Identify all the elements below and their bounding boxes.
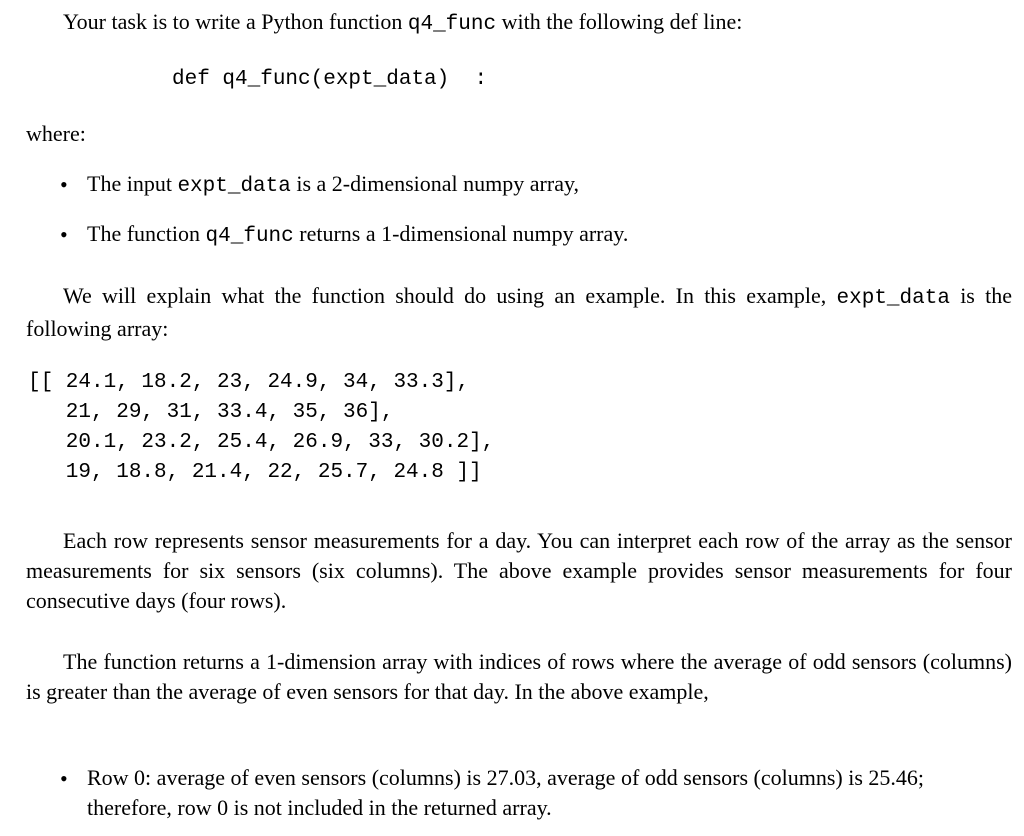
array-line: 21, 29, 31, 33.4, 35, 36], xyxy=(28,401,394,424)
bullet-return-code: q4_func xyxy=(205,225,294,248)
bullet-return xyxy=(87,223,628,247)
explain-part1: We will explain what the function should do using an example. In this example, xyxy=(63,283,837,308)
array-line: 19, 18.8, 21.4, 22, 25.7, 24.8 ]] xyxy=(28,461,482,484)
bullet-dot: • xyxy=(60,222,68,247)
intro-suffix: with the following def line: xyxy=(496,9,743,34)
intro-prefix: Your task is to write a Python function xyxy=(63,9,408,34)
bullet-input-suffix: is a 2-dimensional numpy array, xyxy=(290,171,580,196)
explain-paragraph xyxy=(26,281,1012,344)
def-line: def q4_func(expt_data) : xyxy=(172,68,488,91)
returns-paragraph: The function returns a 1-dimension array with indices of rows where the average of odd sensors (columns) is greater than the average of even sensors for that day. In the above example, xyxy=(26,649,1012,704)
explain-code: expt_data xyxy=(836,287,950,310)
bullet-return-prefix: The function xyxy=(87,221,206,246)
bullet-input-prefix: The input xyxy=(87,171,178,196)
rows-paragraph: Each row represents sensor measurements for a day. You can interpret each row of the array as the sensor measurements for six sensors (six columns). The above example provides sensor measurements for four consecutive days (four rows). xyxy=(26,528,1012,613)
where-label: where: xyxy=(26,121,86,146)
array-line: [[ 24.1, 18.2, 23, 24.9, 34, 33.3], xyxy=(28,371,470,394)
example-bullet-row0: Row 0: average of even sensors (columns) is 27.03, average of odd sensors (columns) is 25.46; therefore, row 0 is not included in the returned array. xyxy=(87,765,925,820)
bullet-dot: • xyxy=(60,766,68,791)
explain-part2: is the following array: xyxy=(26,283,1012,341)
intro-func-name: q4_func xyxy=(407,13,497,36)
bullet-input xyxy=(87,173,579,197)
intro-line xyxy=(63,11,742,35)
bullet-dot: • xyxy=(60,172,68,197)
array-line: 20.1, 23.2, 25.4, 26.9, 33, 30.2], xyxy=(28,431,495,454)
bullet-return-suffix: returns a 1-dimensional numpy array. xyxy=(293,221,629,246)
bullet-input-code: expt_data xyxy=(177,175,291,198)
